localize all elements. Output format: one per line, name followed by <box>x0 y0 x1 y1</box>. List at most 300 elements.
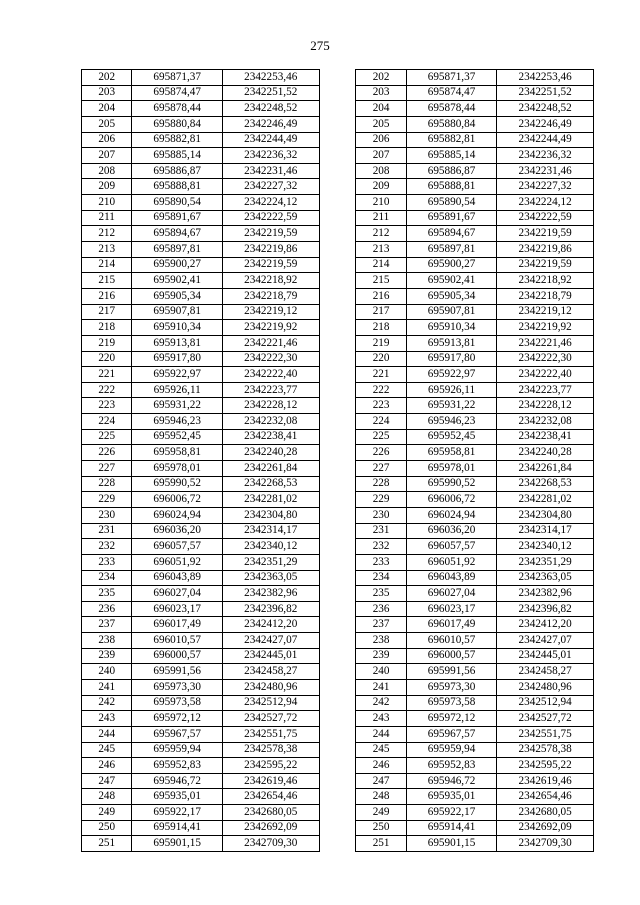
left-x-coordinate: 695926,11 <box>132 382 222 398</box>
right-x-coordinate: 695871,37 <box>406 70 496 86</box>
right-x-coordinate: 695922,17 <box>406 805 496 821</box>
right-point-number: 209 <box>356 179 406 195</box>
right-point-number: 241 <box>356 679 406 695</box>
column-gap <box>319 711 356 727</box>
right-point-number: 236 <box>356 601 406 617</box>
table-row <box>82 445 594 461</box>
table-row <box>82 382 594 398</box>
column-gap <box>319 351 356 367</box>
right-y-coordinate: 2342512,94 <box>497 695 594 711</box>
right-y-coordinate: 2342244,49 <box>497 132 594 148</box>
column-gap <box>319 805 356 821</box>
right-x-coordinate: 696027,04 <box>406 586 496 602</box>
right-y-coordinate: 2342240,28 <box>497 445 594 461</box>
table-row <box>82 70 594 86</box>
column-gap <box>319 523 356 539</box>
right-x-coordinate: 696036,20 <box>406 523 496 539</box>
left-point-number: 245 <box>82 742 132 758</box>
left-point-number: 219 <box>82 335 132 351</box>
left-x-coordinate: 696023,17 <box>132 601 222 617</box>
column-gap <box>319 461 356 477</box>
right-x-coordinate: 695907,81 <box>406 304 496 320</box>
right-y-coordinate: 2342351,29 <box>497 554 594 570</box>
right-y-coordinate: 2342363,05 <box>497 570 594 586</box>
table-row <box>82 820 594 836</box>
right-y-coordinate: 2342551,75 <box>497 726 594 742</box>
table-row <box>82 805 594 821</box>
right-x-coordinate: 695990,52 <box>406 476 496 492</box>
right-y-coordinate: 2342251,52 <box>497 85 594 101</box>
right-point-number: 220 <box>356 351 406 367</box>
table-row <box>82 195 594 211</box>
table-row <box>82 179 594 195</box>
column-gap <box>319 586 356 602</box>
right-x-coordinate: 696023,17 <box>406 601 496 617</box>
right-y-coordinate: 2342619,46 <box>497 773 594 789</box>
right-point-number: 206 <box>356 132 406 148</box>
right-x-coordinate: 695874,47 <box>406 85 496 101</box>
right-point-number: 246 <box>356 758 406 774</box>
right-x-coordinate: 696057,57 <box>406 539 496 555</box>
right-x-coordinate: 695952,45 <box>406 429 496 445</box>
right-y-coordinate: 2342222,59 <box>497 210 594 226</box>
left-y-coordinate: 2342253,46 <box>222 70 319 86</box>
right-point-number: 228 <box>356 476 406 492</box>
right-y-coordinate: 2342222,30 <box>497 351 594 367</box>
table-row <box>82 85 594 101</box>
right-point-number: 224 <box>356 414 406 430</box>
table-row <box>82 695 594 711</box>
column-gap <box>319 570 356 586</box>
left-point-number: 244 <box>82 726 132 742</box>
column-gap <box>319 226 356 242</box>
right-y-coordinate: 2342219,59 <box>497 257 594 273</box>
right-y-coordinate: 2342340,12 <box>497 539 594 555</box>
column-gap <box>319 195 356 211</box>
left-x-coordinate: 695886,87 <box>132 163 222 179</box>
right-y-coordinate: 2342595,22 <box>497 758 594 774</box>
left-x-coordinate: 695914,41 <box>132 820 222 836</box>
right-y-coordinate: 2342218,92 <box>497 273 594 289</box>
table-row <box>82 554 594 570</box>
left-point-number: 237 <box>82 617 132 633</box>
right-y-coordinate: 2342261,84 <box>497 461 594 477</box>
right-y-coordinate: 2342232,08 <box>497 414 594 430</box>
left-x-coordinate: 696027,04 <box>132 586 222 602</box>
table-row <box>82 507 594 523</box>
left-point-number: 214 <box>82 257 132 273</box>
right-point-number: 203 <box>356 85 406 101</box>
table-row <box>82 711 594 727</box>
right-y-coordinate: 2342396,82 <box>497 601 594 617</box>
right-x-coordinate: 695882,81 <box>406 132 496 148</box>
left-point-number: 218 <box>82 320 132 336</box>
right-point-number: 215 <box>356 273 406 289</box>
left-point-number: 221 <box>82 367 132 383</box>
column-gap <box>319 367 356 383</box>
right-point-number: 222 <box>356 382 406 398</box>
column-gap <box>319 116 356 132</box>
right-y-coordinate: 2342281,02 <box>497 492 594 508</box>
right-x-coordinate: 695922,97 <box>406 367 496 383</box>
right-point-number: 242 <box>356 695 406 711</box>
left-x-coordinate: 695959,94 <box>132 742 222 758</box>
left-x-coordinate: 695885,14 <box>132 148 222 164</box>
right-point-number: 239 <box>356 648 406 664</box>
right-y-coordinate: 2342692,09 <box>497 820 594 836</box>
left-x-coordinate: 696057,57 <box>132 539 222 555</box>
left-point-number: 229 <box>82 492 132 508</box>
right-y-coordinate: 2342412,20 <box>497 617 594 633</box>
left-point-number: 220 <box>82 351 132 367</box>
right-x-coordinate: 695973,30 <box>406 679 496 695</box>
column-gap <box>319 273 356 289</box>
left-x-coordinate: 695946,23 <box>132 414 222 430</box>
right-point-number: 247 <box>356 773 406 789</box>
left-y-coordinate: 2342578,38 <box>222 742 319 758</box>
table-row <box>82 492 594 508</box>
left-point-number: 230 <box>82 507 132 523</box>
right-y-coordinate: 2342314,17 <box>497 523 594 539</box>
left-point-number: 251 <box>82 836 132 852</box>
left-y-coordinate: 2342363,05 <box>222 570 319 586</box>
left-y-coordinate: 2342709,30 <box>222 836 319 852</box>
right-x-coordinate: 696000,57 <box>406 648 496 664</box>
column-gap <box>319 179 356 195</box>
right-y-coordinate: 2342231,46 <box>497 163 594 179</box>
left-x-coordinate: 695973,58 <box>132 695 222 711</box>
left-y-coordinate: 2342236,32 <box>222 148 319 164</box>
right-y-coordinate: 2342480,96 <box>497 679 594 695</box>
column-gap <box>319 320 356 336</box>
left-point-number: 223 <box>82 398 132 414</box>
table-row <box>82 257 594 273</box>
right-y-coordinate: 2342427,07 <box>497 633 594 649</box>
column-gap <box>319 633 356 649</box>
column-gap <box>319 539 356 555</box>
left-x-coordinate: 695972,12 <box>132 711 222 727</box>
left-x-coordinate: 695890,54 <box>132 195 222 211</box>
left-y-coordinate: 2342527,72 <box>222 711 319 727</box>
left-x-coordinate: 695891,67 <box>132 210 222 226</box>
table-row <box>82 679 594 695</box>
table-row <box>82 242 594 258</box>
left-x-coordinate: 696006,72 <box>132 492 222 508</box>
right-point-number: 250 <box>356 820 406 836</box>
right-y-coordinate: 2342304,80 <box>497 507 594 523</box>
table-row <box>82 304 594 320</box>
left-x-coordinate: 695952,45 <box>132 429 222 445</box>
left-point-number: 207 <box>82 148 132 164</box>
table-row <box>82 742 594 758</box>
left-point-number: 215 <box>82 273 132 289</box>
right-x-coordinate: 695885,14 <box>406 148 496 164</box>
left-x-coordinate: 696036,20 <box>132 523 222 539</box>
table-row <box>82 601 594 617</box>
column-gap <box>319 492 356 508</box>
left-point-number: 224 <box>82 414 132 430</box>
left-point-number: 233 <box>82 554 132 570</box>
table-row <box>82 836 594 852</box>
right-point-number: 244 <box>356 726 406 742</box>
left-x-coordinate: 695935,01 <box>132 789 222 805</box>
right-point-number: 237 <box>356 617 406 633</box>
column-gap <box>319 664 356 680</box>
left-point-number: 202 <box>82 70 132 86</box>
column-gap <box>319 288 356 304</box>
column-gap <box>319 242 356 258</box>
left-point-number: 211 <box>82 210 132 226</box>
right-y-coordinate: 2342219,92 <box>497 320 594 336</box>
right-y-coordinate: 2342654,46 <box>497 789 594 805</box>
table-row <box>82 429 594 445</box>
left-y-coordinate: 2342219,59 <box>222 257 319 273</box>
left-point-number: 228 <box>82 476 132 492</box>
left-x-coordinate: 695952,83 <box>132 758 222 774</box>
left-y-coordinate: 2342232,08 <box>222 414 319 430</box>
left-point-number: 225 <box>82 429 132 445</box>
left-x-coordinate: 695888,81 <box>132 179 222 195</box>
column-gap <box>319 679 356 695</box>
left-point-number: 249 <box>82 805 132 821</box>
left-x-coordinate: 695967,57 <box>132 726 222 742</box>
right-y-coordinate: 2342219,59 <box>497 226 594 242</box>
left-point-number: 235 <box>82 586 132 602</box>
right-y-coordinate: 2342219,12 <box>497 304 594 320</box>
left-x-coordinate: 695905,34 <box>132 288 222 304</box>
right-point-number: 229 <box>356 492 406 508</box>
table-row <box>82 664 594 680</box>
right-x-coordinate: 695935,01 <box>406 789 496 805</box>
left-y-coordinate: 2342680,05 <box>222 805 319 821</box>
left-y-coordinate: 2342396,82 <box>222 601 319 617</box>
right-x-coordinate: 695886,87 <box>406 163 496 179</box>
left-y-coordinate: 2342248,52 <box>222 101 319 117</box>
right-x-coordinate: 695894,67 <box>406 226 496 242</box>
right-x-coordinate: 695878,44 <box>406 101 496 117</box>
right-x-coordinate: 695901,15 <box>406 836 496 852</box>
right-point-number: 245 <box>356 742 406 758</box>
left-y-coordinate: 2342219,92 <box>222 320 319 336</box>
column-gap <box>319 476 356 492</box>
column-gap <box>319 726 356 742</box>
left-y-coordinate: 2342268,53 <box>222 476 319 492</box>
left-point-number: 236 <box>82 601 132 617</box>
left-point-number: 213 <box>82 242 132 258</box>
left-y-coordinate: 2342512,94 <box>222 695 319 711</box>
table-row <box>82 586 594 602</box>
column-gap <box>319 617 356 633</box>
right-y-coordinate: 2342268,53 <box>497 476 594 492</box>
left-point-number: 216 <box>82 288 132 304</box>
right-point-number: 214 <box>356 257 406 273</box>
left-y-coordinate: 2342238,41 <box>222 429 319 445</box>
left-x-coordinate: 696017,49 <box>132 617 222 633</box>
right-y-coordinate: 2342228,12 <box>497 398 594 414</box>
right-x-coordinate: 695931,22 <box>406 398 496 414</box>
right-point-number: 204 <box>356 101 406 117</box>
left-point-number: 227 <box>82 461 132 477</box>
left-x-coordinate: 696043,89 <box>132 570 222 586</box>
right-point-number: 225 <box>356 429 406 445</box>
right-y-coordinate: 2342253,46 <box>497 70 594 86</box>
left-x-coordinate: 696024,94 <box>132 507 222 523</box>
left-y-coordinate: 2342281,02 <box>222 492 319 508</box>
left-y-coordinate: 2342228,12 <box>222 398 319 414</box>
column-gap <box>319 648 356 664</box>
left-x-coordinate: 695878,44 <box>132 101 222 117</box>
right-point-number: 208 <box>356 163 406 179</box>
column-gap <box>319 758 356 774</box>
left-y-coordinate: 2342218,79 <box>222 288 319 304</box>
right-x-coordinate: 696024,94 <box>406 507 496 523</box>
left-point-number: 241 <box>82 679 132 695</box>
right-point-number: 227 <box>356 461 406 477</box>
left-x-coordinate: 695917,80 <box>132 351 222 367</box>
left-x-coordinate: 695880,84 <box>132 116 222 132</box>
left-x-coordinate: 695910,34 <box>132 320 222 336</box>
right-y-coordinate: 2342222,40 <box>497 367 594 383</box>
column-gap <box>319 414 356 430</box>
left-y-coordinate: 2342246,49 <box>222 116 319 132</box>
table-row <box>82 461 594 477</box>
column-gap <box>319 70 356 86</box>
left-point-number: 247 <box>82 773 132 789</box>
left-y-coordinate: 2342240,28 <box>222 445 319 461</box>
right-y-coordinate: 2342246,49 <box>497 116 594 132</box>
right-x-coordinate: 695958,81 <box>406 445 496 461</box>
left-x-coordinate: 696051,92 <box>132 554 222 570</box>
left-y-coordinate: 2342227,32 <box>222 179 319 195</box>
right-point-number: 216 <box>356 288 406 304</box>
left-y-coordinate: 2342304,80 <box>222 507 319 523</box>
left-point-number: 239 <box>82 648 132 664</box>
right-y-coordinate: 2342236,32 <box>497 148 594 164</box>
right-point-number: 248 <box>356 789 406 805</box>
table-row <box>82 288 594 304</box>
left-x-coordinate: 695922,17 <box>132 805 222 821</box>
table-row <box>82 335 594 351</box>
left-point-number: 222 <box>82 382 132 398</box>
column-gap <box>319 163 356 179</box>
right-point-number: 223 <box>356 398 406 414</box>
right-point-number: 243 <box>356 711 406 727</box>
left-point-number: 217 <box>82 304 132 320</box>
left-y-coordinate: 2342221,46 <box>222 335 319 351</box>
column-gap <box>319 257 356 273</box>
column-gap <box>319 148 356 164</box>
column-gap <box>319 335 356 351</box>
right-x-coordinate: 695972,12 <box>406 711 496 727</box>
left-x-coordinate: 695931,22 <box>132 398 222 414</box>
right-point-number: 211 <box>356 210 406 226</box>
left-x-coordinate: 695973,30 <box>132 679 222 695</box>
right-x-coordinate: 695913,81 <box>406 335 496 351</box>
table-row <box>82 773 594 789</box>
right-x-coordinate: 695952,83 <box>406 758 496 774</box>
table-row <box>82 398 594 414</box>
left-y-coordinate: 2342244,49 <box>222 132 319 148</box>
right-point-number: 219 <box>356 335 406 351</box>
left-x-coordinate: 695913,81 <box>132 335 222 351</box>
right-x-coordinate: 695978,01 <box>406 461 496 477</box>
left-x-coordinate: 695871,37 <box>132 70 222 86</box>
left-y-coordinate: 2342261,84 <box>222 461 319 477</box>
right-x-coordinate: 695891,67 <box>406 210 496 226</box>
left-point-number: 209 <box>82 179 132 195</box>
left-y-coordinate: 2342412,20 <box>222 617 319 633</box>
table-row <box>82 414 594 430</box>
right-x-coordinate: 696010,57 <box>406 633 496 649</box>
right-x-coordinate: 695905,34 <box>406 288 496 304</box>
column-gap <box>319 304 356 320</box>
left-y-coordinate: 2342445,01 <box>222 648 319 664</box>
left-point-number: 243 <box>82 711 132 727</box>
right-x-coordinate: 695917,80 <box>406 351 496 367</box>
right-x-coordinate: 695959,94 <box>406 742 496 758</box>
left-x-coordinate: 695958,81 <box>132 445 222 461</box>
right-y-coordinate: 2342227,32 <box>497 179 594 195</box>
right-x-coordinate: 696043,89 <box>406 570 496 586</box>
left-y-coordinate: 2342219,86 <box>222 242 319 258</box>
right-y-coordinate: 2342382,96 <box>497 586 594 602</box>
table-row <box>82 570 594 586</box>
right-y-coordinate: 2342221,46 <box>497 335 594 351</box>
column-gap <box>319 210 356 226</box>
left-point-number: 246 <box>82 758 132 774</box>
right-y-coordinate: 2342218,79 <box>497 288 594 304</box>
table-row <box>82 789 594 805</box>
table-row <box>82 320 594 336</box>
left-x-coordinate: 696010,57 <box>132 633 222 649</box>
right-y-coordinate: 2342219,86 <box>497 242 594 258</box>
left-point-number: 242 <box>82 695 132 711</box>
right-point-number: 221 <box>356 367 406 383</box>
left-x-coordinate: 695990,52 <box>132 476 222 492</box>
left-y-coordinate: 2342219,59 <box>222 226 319 242</box>
page-number: 275 <box>310 38 330 53</box>
coordinates-table <box>81 69 594 852</box>
column-gap <box>319 445 356 461</box>
left-x-coordinate: 695900,27 <box>132 257 222 273</box>
right-x-coordinate: 695967,57 <box>406 726 496 742</box>
column-gap <box>319 429 356 445</box>
left-point-number: 234 <box>82 570 132 586</box>
left-point-number: 204 <box>82 101 132 117</box>
table-row <box>82 132 594 148</box>
table-row <box>82 648 594 664</box>
column-gap <box>319 773 356 789</box>
left-point-number: 203 <box>82 85 132 101</box>
right-point-number: 233 <box>356 554 406 570</box>
left-y-coordinate: 2342692,09 <box>222 820 319 836</box>
left-point-number: 212 <box>82 226 132 242</box>
right-point-number: 210 <box>356 195 406 211</box>
left-point-number: 208 <box>82 163 132 179</box>
left-y-coordinate: 2342458,27 <box>222 664 319 680</box>
table-row <box>82 367 594 383</box>
table-row <box>82 210 594 226</box>
left-y-coordinate: 2342222,59 <box>222 210 319 226</box>
right-point-number: 251 <box>356 836 406 852</box>
left-y-coordinate: 2342427,07 <box>222 633 319 649</box>
column-gap <box>319 382 356 398</box>
column-gap <box>319 836 356 852</box>
column-gap <box>319 554 356 570</box>
table-row <box>82 758 594 774</box>
right-y-coordinate: 2342527,72 <box>497 711 594 727</box>
column-gap <box>319 789 356 805</box>
